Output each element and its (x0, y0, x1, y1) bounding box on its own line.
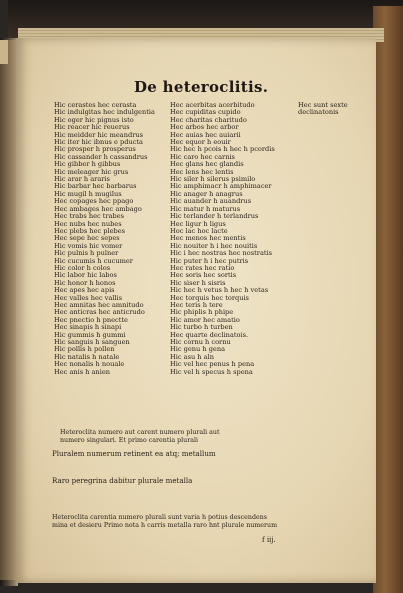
word-entry: Hec ligur h ligus (170, 219, 226, 228)
word-entry: Hic prosper h prosperus (54, 145, 136, 154)
word-entry: Hic mugil h mugilus (54, 189, 122, 198)
word-entry: Hic anager h anagrus (170, 189, 243, 198)
word-entry: Hec anticras hec anticrudo (54, 308, 145, 317)
word-entry: Hic pulnis h pulner (54, 249, 119, 258)
word-entry: Hec glans hec glandis (170, 160, 244, 169)
word-entry: Hec trabs hec trabes (54, 212, 125, 221)
word-entry: Hic oger hic pignus isto (54, 115, 134, 124)
word-entry: Hic nouiter h i hec nouitis (170, 241, 258, 250)
word-entry: Hoc lac hoc lacte (170, 226, 228, 235)
word-entry: Hic cerastes hec cerasta (54, 101, 137, 109)
word-entry: Hec pnectio h pnectte (54, 315, 128, 324)
word-entry: Hic vel h specus h spena (170, 367, 253, 376)
word-entry: Hec arbos hec arbor (170, 123, 239, 132)
word-entry: declinatonis (298, 108, 339, 117)
word-entry: Hec auias hec auiarii (170, 130, 241, 139)
word-entry: Hic cassander h cassandrus (54, 152, 148, 161)
word-entry: Hec copages hec ppago (54, 197, 134, 206)
word-entry: Hic sanguis h sanguen (54, 338, 130, 346)
word-entry: Hic gibber h gibbus (54, 160, 121, 169)
word-entry: Hec charitas charitudo (170, 115, 247, 124)
word-entry: Hec lens hec lentis (170, 167, 234, 176)
word-entry: Hec quarte declinatois. (170, 330, 249, 339)
word-entry: Hic arar h araris (54, 175, 110, 184)
word-entry: Hic gummis h gummi (54, 330, 126, 339)
word-entry: Hic hec h pcois h hec h pcordis (170, 145, 275, 154)
word-entry: Hic vomis hic vomer (54, 241, 123, 250)
paragraph-carentia (52, 514, 277, 530)
book-page (16, 38, 376, 583)
signature-mark: f iij. (262, 536, 276, 544)
word-entry: Hec soris hec sortis (170, 271, 237, 280)
word-column-middle (170, 102, 275, 376)
word-entry: Hic barbar hec barbarus (54, 182, 137, 191)
paragraph-line: Heteroclita carentia numero plurali sunt varia h potius descendens (52, 514, 268, 521)
word-entry: Hic vel hec penus h pena (170, 360, 255, 369)
word-entry: Hic natalis h natale (54, 352, 120, 361)
paragraph-line: numero singulari. Et primo carentia plurali (60, 436, 199, 444)
word-entry: Hec acerbitas acerbitudo (170, 101, 255, 109)
word-entry: Hic turbo h turben (170, 323, 233, 332)
word-entry: Hic phiplis h phipe (170, 308, 234, 317)
word-entry: Hic hec h vetus h hec h vetas (170, 286, 269, 295)
paragraph-line: mina et desieru Primo nota h carris metalla raro hnt plurale numerum (52, 522, 278, 529)
word-entry: Hec equor h eouir (170, 138, 231, 147)
word-entry: Hec cupiditas cupido (170, 108, 241, 117)
word-entry: Hic amphimacr h amphimacer (170, 182, 272, 191)
word-entry: Hic terlander h terlandrus (170, 212, 259, 221)
word-entry: Hic meidder hic meandrus (54, 130, 143, 139)
word-entry: Hec rates hec ratio (170, 263, 235, 272)
word-entry: Hec nonalis h nouale (54, 360, 125, 369)
word-entry: Hec nubs hec nubes (54, 219, 122, 228)
word-entry: Hec anis h anien (54, 367, 110, 376)
paragraph-line: Heteroclita numero aut carent numero plurali aut (60, 429, 220, 436)
word-entry: Hic i hec nostras hec nostratis (170, 249, 273, 258)
word-entry: Hic caro hec carnis (170, 152, 235, 161)
word-entry: Hic amor hec amatio (170, 315, 240, 324)
word-entry: Hic honor h honos (54, 278, 116, 287)
word-entry: Hic siser h sisris (170, 278, 226, 287)
paragraph-heteroclita (60, 429, 220, 444)
word-entry: Hic cucumis h cucumer (54, 256, 133, 265)
word-entry: Hec apes hec apis (54, 286, 115, 295)
word-entry: Hec sunt sexte (298, 101, 348, 109)
word-entry: Hec menos hec mentis (170, 234, 246, 243)
word-entry: Hic genu h gena (170, 345, 226, 354)
word-entry: Hec plebs hec plebes (54, 226, 126, 235)
book-board-right (373, 6, 403, 593)
word-entry: Hic matur h maturus (170, 204, 241, 213)
word-entry: Hic indulgitas hec indulgentia (54, 108, 155, 117)
word-entry: Hec ambages hec ambago (54, 204, 142, 213)
word-entry: Hic puter h i hec putris (170, 256, 249, 265)
word-entry: Hec valles hec vallis (54, 293, 123, 302)
word-entry: Hec torquis hec torquis (170, 293, 249, 302)
page-heading: De heteroclitis. (134, 78, 269, 96)
word-entry: Hic auander h auandrus (170, 197, 252, 206)
word-entry: Hic reacer hic reuerus (54, 123, 130, 132)
word-entry: Hic asu h aln (170, 352, 214, 361)
word-entry: Hec teris h tere (170, 300, 223, 309)
word-entry: Hec sinapis h sinapi (54, 323, 122, 332)
word-column-left (54, 102, 155, 376)
word-entry: Hic meleager hic grus (54, 167, 129, 176)
word-entry: Hic iter hic ibnus e pducta (54, 138, 143, 147)
word-entry: Hic labor hic labos (54, 271, 117, 280)
previous-page-edge (0, 40, 16, 580)
word-entry: Hic siler h silerus psimilo (170, 175, 256, 184)
verse-line: Raro peregrina dabitur plurale metalla (52, 476, 193, 485)
word-entry: Hic cornu h cornu (170, 338, 231, 346)
word-entry: Hec amnitas hec amnitudo (54, 300, 144, 309)
page-tab (0, 40, 8, 64)
margin-note (298, 102, 348, 117)
verse-line: Pluralem numerum retinent ea atq; metallum (52, 449, 216, 458)
word-entry: Hic color h colos (54, 263, 111, 272)
word-entry: Hic pollis h pollen (54, 345, 115, 354)
word-entry: Hec sepe hec sepes (54, 234, 120, 243)
